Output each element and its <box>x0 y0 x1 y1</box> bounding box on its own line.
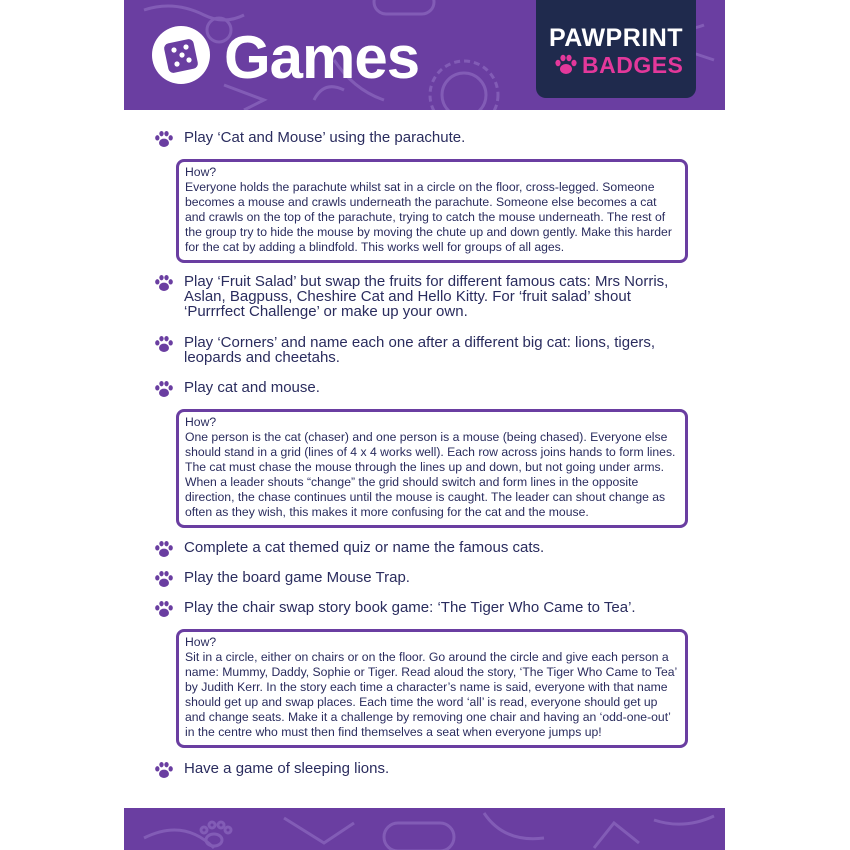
how-heading: How? <box>185 635 217 649</box>
activity-text: Play ‘Corners’ and name each one after a different big cat: lions, tigers, leopards and cheetahs. <box>184 334 656 366</box>
brand-name-line1: PAWPRINT <box>548 24 684 52</box>
activity-text: Have a game of sleeping lions. <box>184 760 390 777</box>
paw-icon <box>154 130 174 149</box>
activity-text: Play the chair swap story book game: ‘The Tiger Who Came to Tea’. <box>184 599 636 616</box>
paw-icon <box>154 761 174 780</box>
activity-text: Play cat and mouse. <box>184 379 320 396</box>
worksheet-page <box>124 0 725 850</box>
activity-text: Complete a cat themed quiz or name the famous cats. <box>184 539 545 556</box>
activity-text: Play ‘Cat and Mouse’ using the parachute. <box>184 129 466 146</box>
dice-icon <box>152 26 210 84</box>
page-title: Games <box>224 24 420 91</box>
page-footer <box>124 808 725 850</box>
how-box <box>176 159 688 263</box>
how-body: Sit in a circle, either on chairs or on the floor. Go around the circle and give each person a name: Mummy, Daddy, Sophie or Tiger. Read aloud the story, ‘The Tiger Who Came to Tea’ by Judith Kerr. In the story each time a character’s name is said, everyone with that name should get up and swap places. Each time the word ‘all’ is read, everyone should get up and change seats. Make it a challenge by removing one chair and having an ‘odd-one-out’ in the centre who must then find themselves a seat when everyone jumps up! <box>185 650 677 739</box>
how-box <box>176 409 688 528</box>
how-heading: How? <box>185 415 217 429</box>
pawprint-badges-logo <box>536 0 696 98</box>
page-header <box>124 0 725 110</box>
paw-icon <box>154 335 174 354</box>
how-heading: How? <box>185 165 217 179</box>
paw-icon <box>554 54 578 76</box>
paw-icon <box>154 540 174 559</box>
brand-name-line2-wrap <box>554 52 694 80</box>
paw-icon <box>154 570 174 589</box>
paw-icon <box>154 274 174 293</box>
how-box <box>176 629 688 748</box>
how-body: One person is the cat (chaser) and one person is a mouse (being chased). Everyone else should stand in a grid (lines of 4 x 4 works well). Each row across joins hands to form lines. The cat must chase the mouse through the lines up and down, but not going under arms. When a leader shouts “change” the grid should switch and form lines in the opposite direction, the chase continues until the mouse is caught. The leader can shout change as often as they wish, this makes it more confusing for the cat and the mouse. <box>185 430 676 519</box>
paw-icon <box>154 600 174 619</box>
how-body: Everyone holds the parachute whilst sat in a circle on the floor, cross-legged. Someone becomes a mouse and crawls underneath the parachute. Someone else becomes a cat and crawls on the top of the parachute, trying to catch the mouse underneath. The rest of the group try to hide the mouse by moving the chute up and down gently. Make this harder for the cat by adding a blindfold. This works well for groups of all ages. <box>185 180 672 254</box>
activity-text: Play ‘Fruit Salad’ but swap the fruits for different famous cats: Mrs Norris, Aslan, Bagpuss, Cheshire Cat and Hello Kitty. For ‘fruit salad’ shout ‘Purrrfect Challenge’ or make up your own. <box>184 273 669 320</box>
paw-icon <box>154 380 174 399</box>
footer-background-pattern <box>124 808 725 850</box>
activity-text: Play the board game Mouse Trap. <box>184 569 410 586</box>
brand-name-line2: BADGES <box>582 52 684 78</box>
